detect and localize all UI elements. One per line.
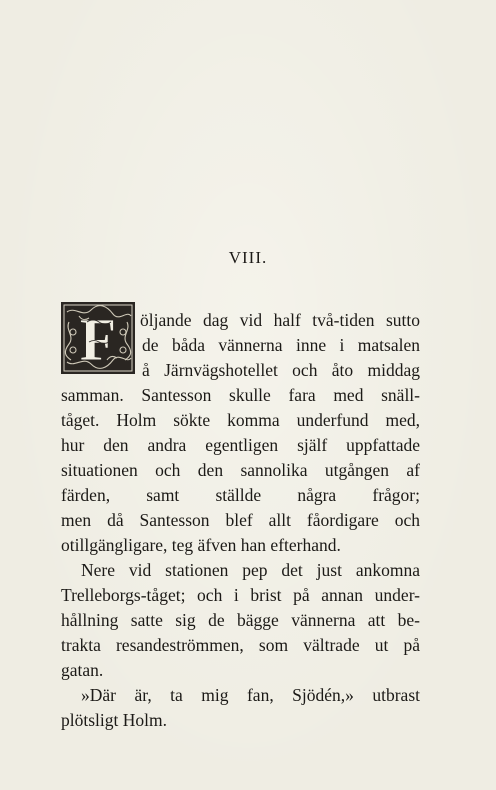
text-line: men då Santesson blef allt fåordigare och bbox=[61, 510, 420, 530]
text-line: de båda vännerna inne i matsalen bbox=[142, 335, 420, 355]
text-line: otillgängligare, teg äfven han efterhand. bbox=[61, 535, 341, 555]
text-line: öljande dag vid half två-tiden sutto bbox=[140, 310, 420, 330]
text-line: »Där är, ta mig fan, Sjödén,» utbrast bbox=[81, 685, 420, 705]
text-line: Trelleborgs-tåget; och i brist på annan under- bbox=[61, 585, 420, 605]
text-line: plötsligt Holm. bbox=[61, 710, 167, 730]
text-line: hållning satte sig de bägge vännerna att be- bbox=[61, 610, 420, 630]
text-line: situationen och den sannolika utgången af bbox=[61, 460, 420, 480]
dropcap-letter: F bbox=[79, 307, 117, 373]
text-line: Nere vid stationen pep det just ankomna bbox=[81, 560, 420, 580]
text-line: samman. Santesson skulle fara med snäll- bbox=[61, 385, 420, 405]
text-line: å Järnvägshotellet och åto middag bbox=[142, 360, 420, 380]
chapter-heading: VIII. bbox=[228, 248, 268, 267]
text-line: trakta resandeströmmen, som vältrade ut på bbox=[61, 635, 420, 655]
dropcap-ornament bbox=[61, 302, 135, 374]
text-line: gatan. bbox=[61, 660, 104, 680]
text-line: färden, samt ställde några frågor; bbox=[61, 485, 420, 505]
text-line: tåget. Holm sökte komma underfund med, bbox=[61, 410, 420, 430]
text-line: hur den andra egentligen själf uppfattade bbox=[61, 435, 420, 455]
